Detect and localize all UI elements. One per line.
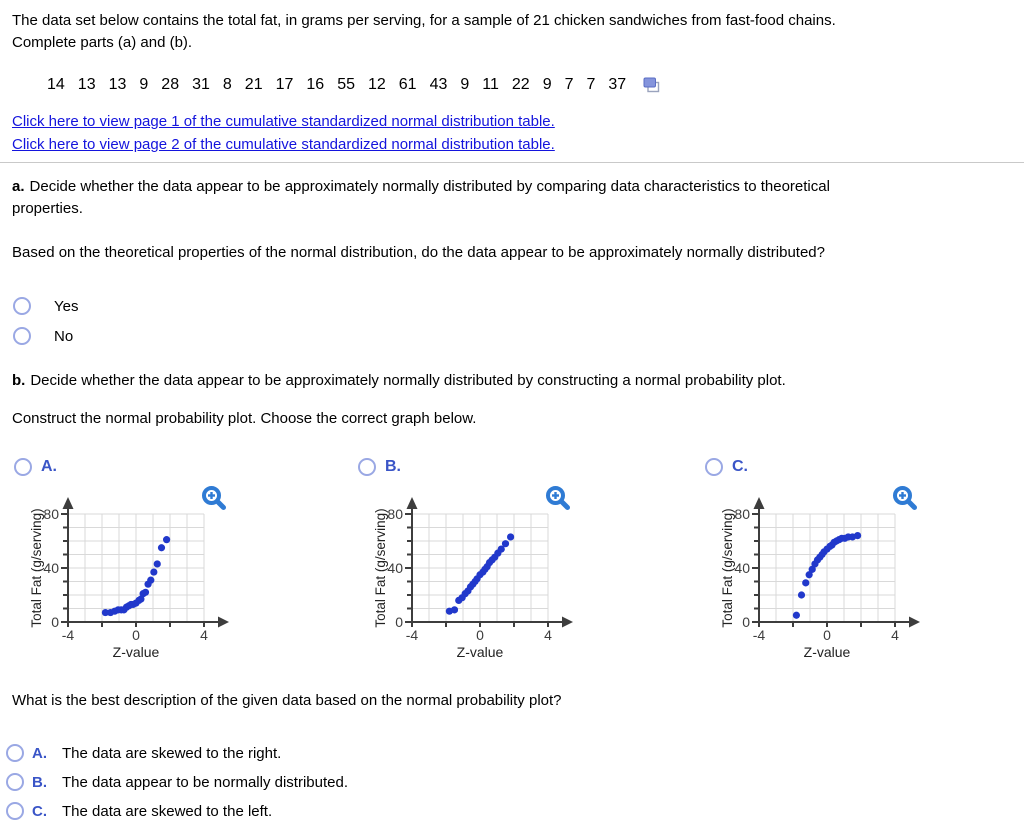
zoom-graph-c-icon[interactable]: [891, 484, 919, 512]
graph-option-b-column: [358, 458, 688, 662]
copy-data-icon[interactable]: [643, 77, 661, 93]
svg-text:40: 40: [387, 560, 403, 576]
svg-text:0: 0: [742, 614, 750, 630]
final-options: [12, 743, 1012, 821]
final-option-b-letter: B.: [32, 773, 47, 791]
radio-button-final-c[interactable]: [6, 802, 24, 820]
part-b-label: b.: [12, 372, 26, 389]
fat-value: 55: [337, 76, 355, 93]
fat-value: 31: [192, 76, 210, 93]
radio-button-graph-a[interactable]: [14, 458, 32, 476]
construct-instruction: Construct the normal probability plot. Choose the correct graph below.: [12, 410, 477, 427]
final-question: What is the best description of the given data based on the normal probability plot?: [12, 692, 562, 709]
data-row: [12, 76, 1012, 94]
graph-option-a-column: [14, 458, 344, 662]
svg-text:4: 4: [200, 627, 208, 643]
zoom-graph-b-icon[interactable]: [544, 484, 572, 512]
part-a-text: a. Decide whether the data appear to be approximately normally distributed by comparing data characteristics to theoretical properties.: [12, 178, 830, 217]
graph-c: [719, 482, 1024, 662]
svg-text:0: 0: [51, 614, 59, 630]
final-option-a-text: The data are skewed to the right.: [62, 744, 282, 762]
fat-value: 9: [139, 76, 149, 93]
svg-text:Total Fat (g/serving): Total Fat (g/serving): [720, 508, 735, 628]
radio-option-no[interactable]: [13, 327, 1012, 345]
radio-option-yes[interactable]: [13, 297, 1012, 315]
final-option-c-letter: C.: [32, 802, 47, 820]
fat-value: 9: [542, 76, 552, 93]
fat-value: 43: [429, 76, 448, 93]
fat-value: 17: [275, 76, 294, 93]
final-option-c-text: The data are skewed to the left.: [62, 802, 273, 820]
svg-text:-4: -4: [61, 627, 75, 643]
radio-label-yes: Yes: [54, 297, 79, 315]
intro-line2: Complete parts (a) and (b).: [12, 34, 193, 51]
svg-text:0: 0: [132, 627, 140, 643]
svg-text:4: 4: [544, 627, 552, 643]
svg-text:40: 40: [43, 560, 59, 576]
final-option-c[interactable]: [6, 801, 1012, 821]
graph-option-b-letter: B.: [385, 458, 401, 475]
fat-value: 7: [564, 76, 574, 93]
zoom-graph-a-icon[interactable]: [200, 484, 228, 512]
problem-statement: [12, 10, 1012, 54]
normal-table-page2-link[interactable]: Click here to view page 2 of the cumulative standardized normal distribution table.: [12, 136, 555, 153]
part-a-question: Based on the theoretical properties of the normal distribution, do the data appear to be approximately normally distributed?: [12, 244, 825, 261]
fat-value: 37: [608, 76, 627, 93]
fat-data-values: [47, 76, 639, 94]
svg-text:0: 0: [395, 614, 403, 630]
fat-value: 22: [511, 76, 530, 93]
svg-text:Total Fat (g/serving): Total Fat (g/serving): [373, 508, 388, 628]
fat-value: 12: [367, 76, 386, 93]
radio-button-graph-c[interactable]: [705, 458, 723, 476]
graph-option-c-letter: C.: [732, 458, 748, 475]
svg-text:80: 80: [734, 506, 750, 522]
fat-value: 13: [108, 76, 127, 93]
fat-value: 13: [77, 76, 96, 93]
final-option-b-text: The data appear to be normally distributed.: [62, 773, 349, 791]
fat-value: 8: [222, 76, 232, 93]
svg-text:Z-value: Z-value: [112, 644, 160, 660]
svg-text:80: 80: [387, 506, 403, 522]
fat-value: 7: [586, 76, 596, 93]
graph-option-c-column: [705, 458, 1024, 662]
graph-option-c[interactable]: [705, 458, 1024, 476]
radio-label-no: No: [54, 327, 74, 345]
radio-button-yes[interactable]: [13, 297, 31, 315]
fat-value: 14: [47, 76, 65, 93]
svg-text:Z-value: Z-value: [803, 644, 851, 660]
fat-value: 28: [161, 76, 180, 93]
fat-value: 16: [306, 76, 325, 93]
svg-text:80: 80: [43, 506, 59, 522]
svg-text:Z-value: Z-value: [456, 644, 504, 660]
final-option-a[interactable]: [6, 743, 1012, 763]
svg-text:-4: -4: [752, 627, 766, 643]
svg-text:0: 0: [823, 627, 831, 643]
intro-line1: The data set below contains the total fat, in grams per serving, for a sample of 21 chicken sandwiches from fast-food chains.: [12, 12, 836, 29]
final-option-b[interactable]: [6, 772, 1012, 792]
radio-button-graph-b[interactable]: [358, 458, 376, 476]
fat-value: 21: [244, 76, 263, 93]
svg-text:4: 4: [891, 627, 899, 643]
fat-value: 9: [460, 76, 470, 93]
graph-b: [372, 482, 688, 662]
graph-option-a-letter: A.: [41, 458, 57, 475]
graph-option-b[interactable]: [358, 458, 688, 476]
graph-a: [28, 482, 344, 662]
part-b-text: b. Decide whether the data appear to be approximately normally distributed by constructing a normal probability plot.: [12, 372, 786, 389]
svg-text:Total Fat (g/serving): Total Fat (g/serving): [29, 508, 44, 628]
fat-value: 61: [398, 76, 417, 93]
section-divider: [0, 162, 1024, 163]
svg-text:-4: -4: [405, 627, 419, 643]
table-links: [12, 110, 1012, 156]
graph-option-a[interactable]: [14, 458, 344, 476]
svg-text:0: 0: [476, 627, 484, 643]
radio-button-final-a[interactable]: [6, 744, 24, 762]
part-a-label: a.: [12, 178, 25, 195]
graph-options: [12, 458, 1012, 666]
svg-text:40: 40: [734, 560, 750, 576]
final-option-a-letter: A.: [32, 744, 47, 762]
radio-button-final-b[interactable]: [6, 773, 24, 791]
normal-table-page1-link[interactable]: Click here to view page 1 of the cumulative standardized normal distribution table.: [12, 113, 555, 130]
radio-button-no[interactable]: [13, 327, 31, 345]
fat-value: 11: [482, 76, 499, 93]
